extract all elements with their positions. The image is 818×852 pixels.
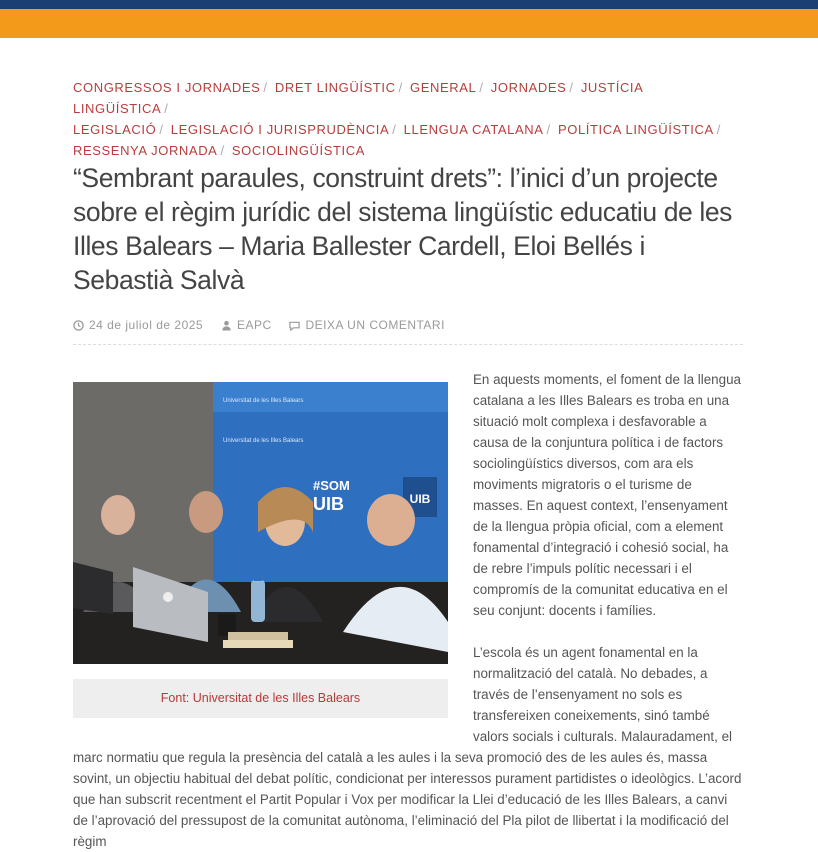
divider [73,344,743,345]
category-link[interactable]: LEGISLACIÓ [73,122,157,137]
category-link[interactable]: POLÍTICA LINGÜÍSTICA [557,122,714,137]
post-author[interactable] [221,318,272,332]
svg-text:#SOM: #SOM [313,478,350,493]
category-link[interactable]: CONGRESSOS I JORNADES [73,80,261,95]
clock-icon [73,320,84,331]
svg-text:UIB: UIB [409,492,431,506]
paragraph-continuation: marc normatiu que regula la presència del català a les aules i la seva promoció des de les aules és, massa sovint, un objectiu habitual del debat polític, condicionat per interessos purament partidistes o ideològics. L’acord que han subscrit recentment el Partit Popular i Vox per modificar la Llei d’educació de les Illes Balears, a canvi de l’aprovació del pressupost de la comunitat autònoma, l’eliminació del Pla pilot de llibertat i la modificació del règim [73,750,742,849]
post-date[interactable] [73,318,203,332]
post-body [73,369,743,852]
separator: / [164,101,169,116]
comment-link-text: DEIXA UN COMENTARI [305,318,445,332]
category-link[interactable]: SOCIOLINGÜÍSTICA [231,143,366,158]
separator: / [569,80,574,95]
comment-icon [289,320,300,331]
separator: / [546,122,551,137]
accent-bar [0,9,818,38]
post-date-text: 24 de juliol de 2025 [89,318,204,332]
category-link[interactable]: LEGISLACIÓ I JURISPRUDÈNCIA [170,122,390,137]
text-column [473,369,743,747]
separator: / [398,80,403,95]
separator: / [220,143,225,158]
category-link[interactable]: RESSENYA JORNADA [73,143,218,158]
svg-text:Universitat de les Illes Balea: Universitat de les Illes Balears [223,398,304,404]
post-author-text: EAPC [236,318,272,332]
category-link[interactable]: DRET LINGÜÍSTIC [274,80,396,95]
separator: / [159,122,164,137]
separator: / [479,80,484,95]
user-icon [221,320,232,331]
category-link[interactable]: JORNADES [490,80,567,95]
svg-text:UIB: UIB [313,494,344,514]
paragraph: L’escola és un agent fonamental en la normalització del català. No debades, a través de l’ensenyament no sols es transfereixen coneixements, sinó també valors socials i culturals. Malauradament, el [473,645,732,744]
post-meta [73,318,743,334]
svg-text:Universitat de les Illes Balea: Universitat de les Illes Balears [223,438,304,444]
image-caption: Font: Universitat de les Illes Balears [73,679,448,718]
category-link[interactable]: LLENGUA CATALANA [403,122,544,137]
comment-link[interactable] [289,318,444,332]
top-bar [0,0,818,9]
category-link[interactable]: GENERAL [410,80,477,95]
post-title: “Sembrant paraules, construint drets”: l’inici d’un projecte sobre el règim jurídic del sistema lingüístic educatiu de les Illes Balears – Maria Ballester Cardell, Eloi Bellés i Sebastià Salvà [73,163,733,295]
separator: / [392,122,397,137]
category-link[interactable]: JUSTÍCIA LINGÜÍSTICA [73,80,643,116]
separator: / [716,122,721,137]
separator: / [263,80,268,95]
paragraph: En aquests moments, el foment de la llengua catalana a les Illes Balears es troba en una situació molt complexa i desfavorable a causa de la conjuntura política i de factors sociolingüístics diversos, com ara els moviments migratoris o el turisme de masses. En aquest context, l’ensenyament de la llengua pròpia oficial, com a element fonamental d’integració i cohesió social, ha de rebre l’impuls polític necessari i el compromís de la comunitat educativa en el seu conjunt: docents i famílies. [473,372,741,618]
category-list [73,77,743,161]
